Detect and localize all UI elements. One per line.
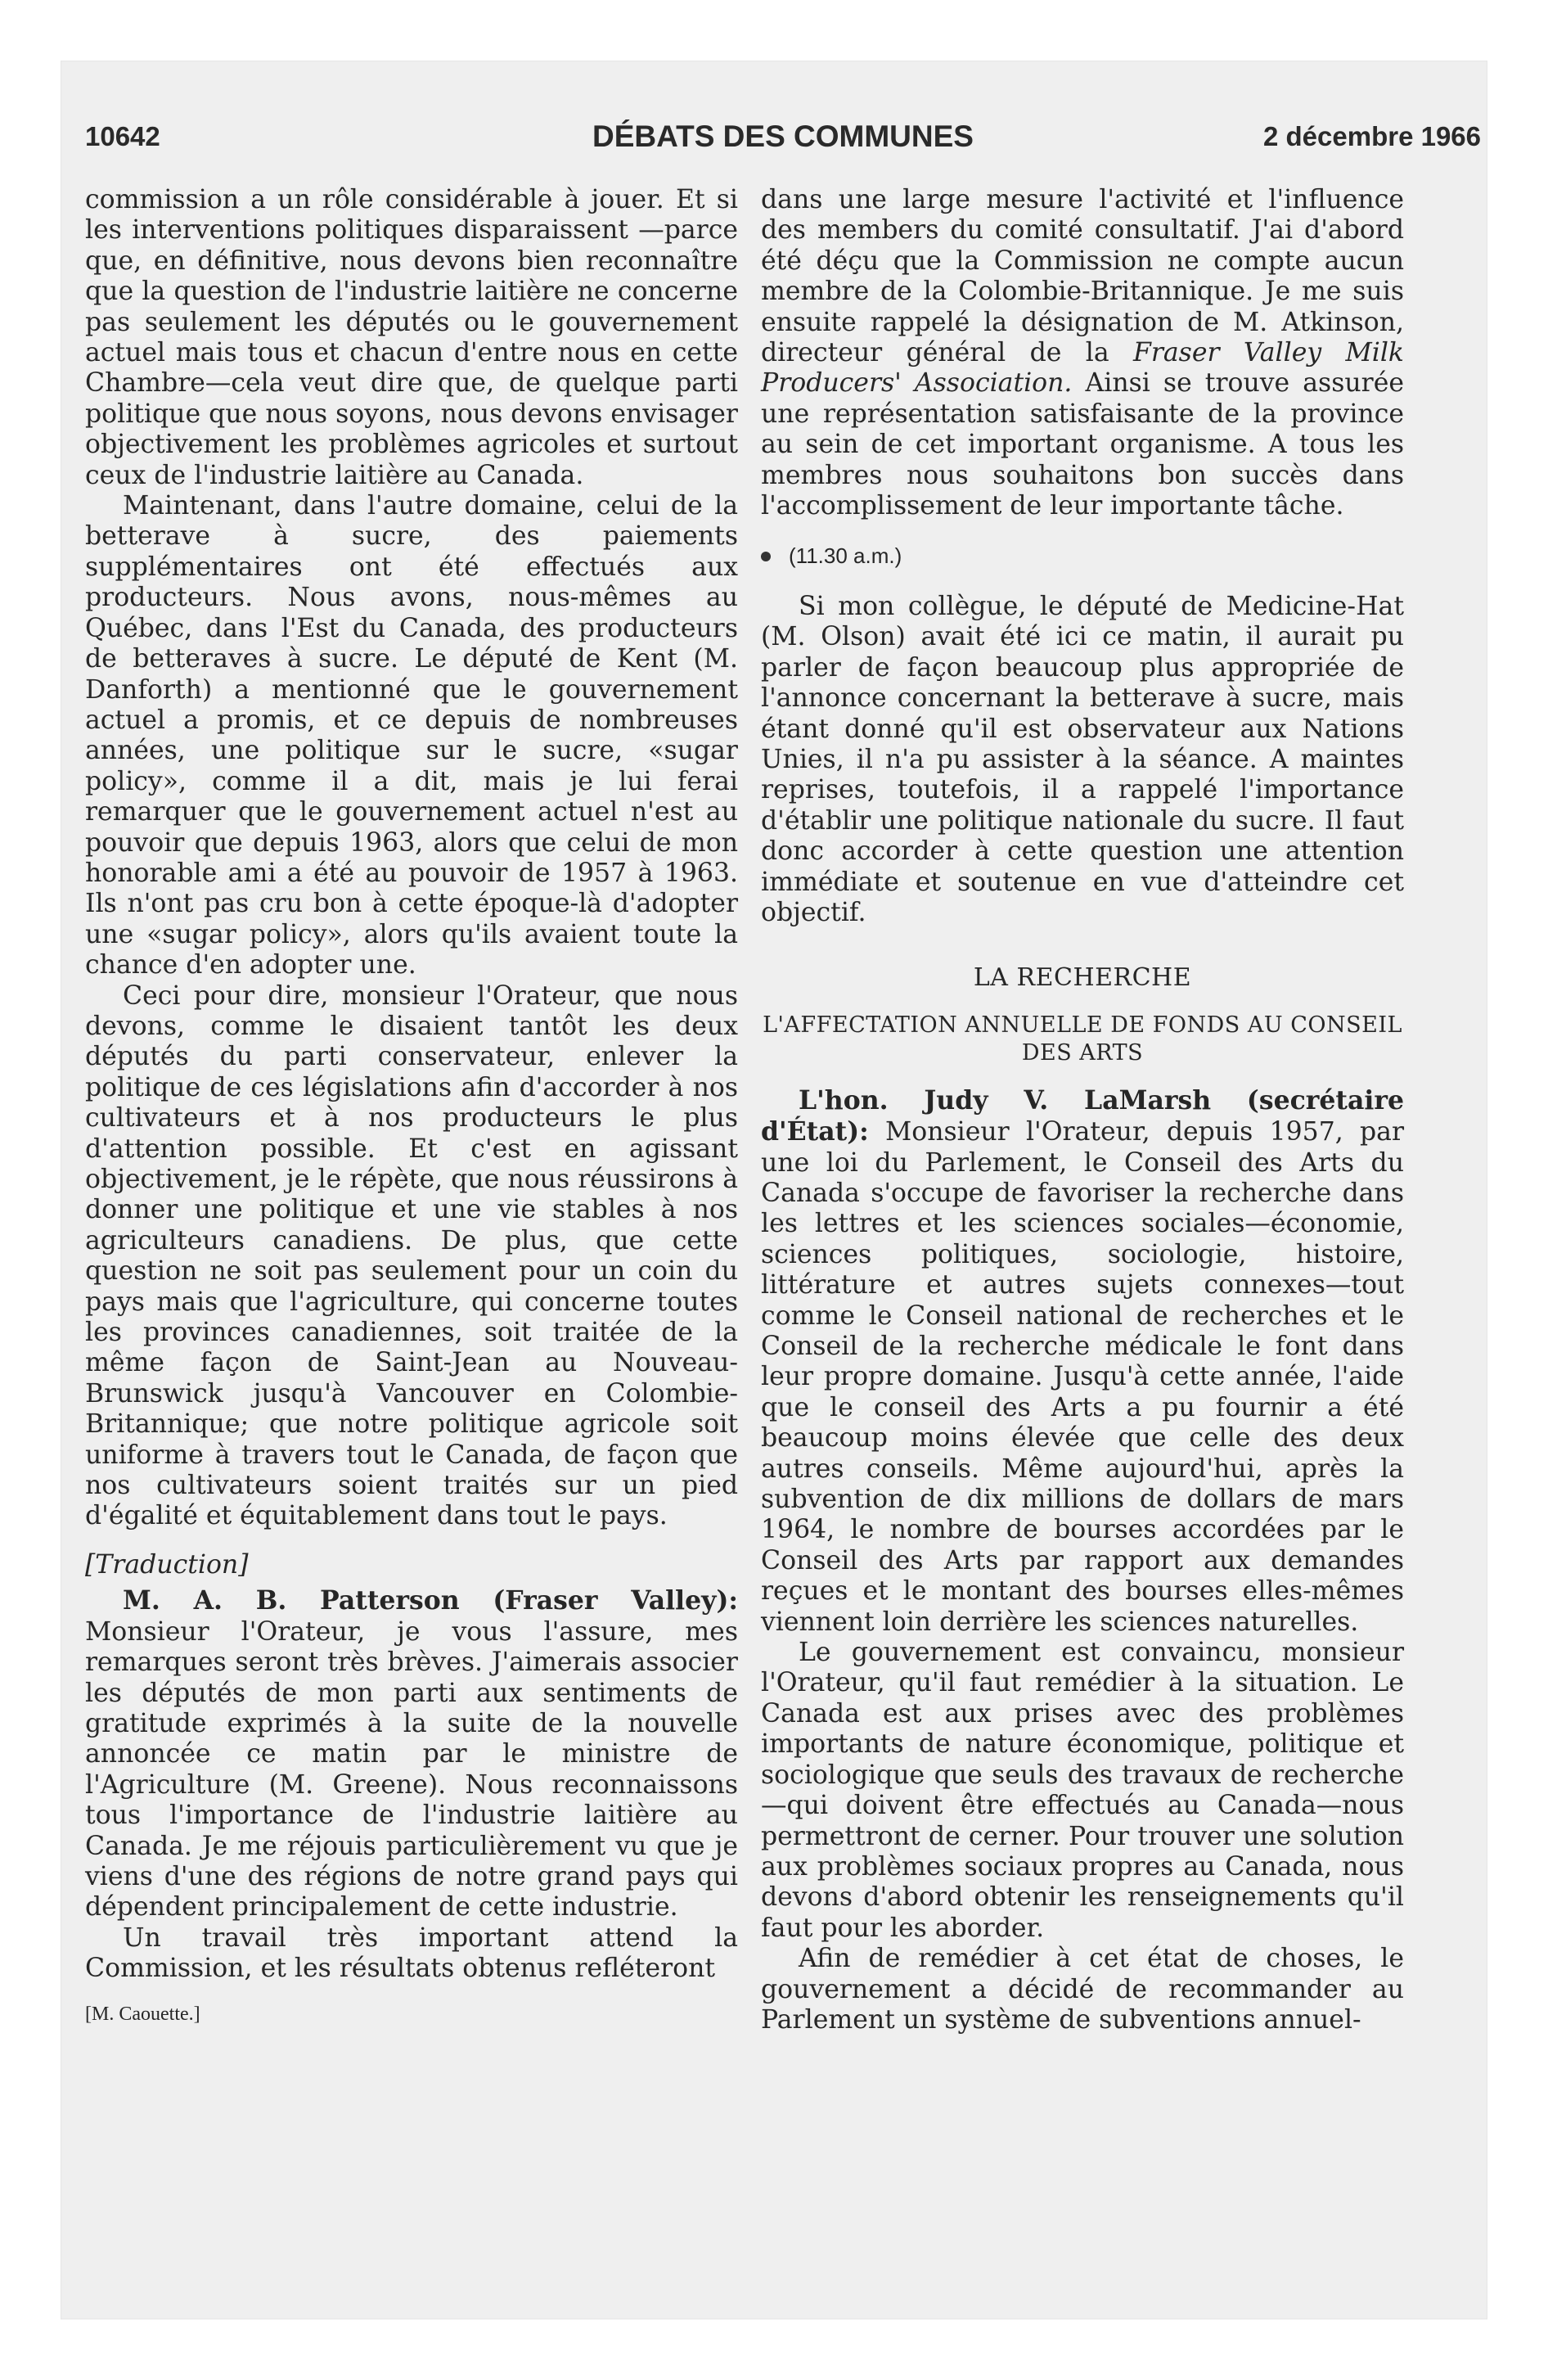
speech-paragraph bbox=[761, 1085, 1404, 1638]
paragraph: Maintenant, dans l'autre domaine, celui de la betterave à sucre, des paiements supplémentaires ont été effectués aux producteurs. Nous avons, nous-mêmes au Québec, dans l'Est du Canada, des producteurs de betteraves à sucre. Le député de Kent (M. Danforth) a mentionné que le gouvernement actuel a promis, et ce depuis de nombreuses années, une politique sur le sucre, «sugar policy», comme il a dit, mais je lui ferai remarquer que le gouvernement actuel n'est au pouvoir que depuis 1963, alors que celui de mon honorable ami a été au pouvoir de 1957 à 1963. Ils n'ont pas cru bon à cette époque-là d'adopter une «sugar policy», alors qu'ils avaient toute la chance d'en adopter une. bbox=[85, 491, 738, 980]
paragraph: Le gouvernement est convaincu, monsieur l'Orateur, qu'il faut remédier à la situation. Le Canada est aux prises avec des problèmes importants de nature économique, politique et sociologique que seuls des travaux de recherche—qui doivent être effectués au Canada—nous permettront de cerner. Pour trouver une solution aux problèmes sociaux propres au Canada, nous devons d'abord obtenir les renseignements qu'il faut pour les aborder. bbox=[761, 1638, 1404, 1943]
speech-paragraph bbox=[85, 1585, 738, 1922]
left-column bbox=[85, 185, 738, 2030]
association-name: Fraser Valley Milk Producers' Association. bbox=[761, 338, 1404, 399]
paragraph bbox=[761, 185, 1404, 521]
speaker-name: L'hon. Judy V. LaMarsh (secrétaire d'État): bbox=[761, 1084, 1404, 1147]
timestamp bbox=[761, 541, 1404, 571]
paragraph: Un travail très important attend la Commission, et les résultats obtenus refléteront bbox=[85, 1922, 738, 1984]
paragraph-text: Ainsi se trouve assurée une représentation satisfaisante de la province au sein de cet important organisme. A tous les membres nous souhaitons bon succès dans l'accomplissement de leur importante tâche. bbox=[761, 368, 1404, 521]
speaker-signature: [M. Caouette.] bbox=[85, 2003, 200, 2025]
paragraph-text: dans une large mesure l'activité et l'influence des members du comité consultatif. J'ai d'abord été déçu que la Commission ne compte aucun membre de la Colombie-Britannique. Je me suis ensuite rappelé la désignation de M. Atkinson, directeur général de la bbox=[761, 185, 1404, 368]
speech-text: Monsieur l'Orateur, depuis 1957, par une loi du Parlement, le Conseil des Arts du Canada s'occupe de favoriser la recherche dans les lettres et les sciences sociales—économie, sciences politiques, sociologie, histoire, littérature et autres sujets connexes—tout comme le Conseil national de recherches et le Conseil de la recherche médicale le font dans leur propre domaine. Jusqu'à cette année, l'aide que le conseil des Arts a pu fournir a été beaucoup moins élevée que celle des deux autres conseils. Même aujourd'hui, après la subvention de dix millions de dollars de mars 1964, le nombre de bourses accordées par le Conseil des Arts par rapport aux demandes reçues et le montant des bourses elles-mêmes viennent loin derrière les sciences naturelles. bbox=[761, 1117, 1405, 1637]
paragraph: Ceci pour dire, monsieur l'Orateur, que nous devons, comme le disaient tantôt les deux députés du parti conservateur, enlever la politique de ces législations afin d'accorder à nos cultivateurs et à nos producteurs le plus d'attention possible. Et c'est en agissant objectivement, je le répète, que nous réussirons à donner une politique et une vie stables à nos agriculteurs canadiens. De plus, que cette question ne soit pas seulement pour un coin du pays mais que l'agriculture, qui concerne toutes les provinces canadiennes, soit traitée de la même façon de Saint-Jean au Nouveau-Brunswick jusqu'à Vancouver en Colombie-Britannique; que notre politique agricole soit uniforme à travers tout le Canada, de façon que nos cultivateurs soient traités sur un pied d'égalité et équitablement dans tout le pays. bbox=[85, 980, 738, 1531]
right-column bbox=[761, 185, 1404, 2035]
bullet-icon bbox=[761, 552, 771, 561]
section-subheading: L'AFFECTATION ANNUELLE DE FONDS AU CONSEIL DES ARTS bbox=[763, 1012, 1402, 1066]
page-number: 10642 bbox=[85, 121, 160, 151]
translation-tag bbox=[85, 1550, 738, 1580]
speaker-name: M. A. B. Patterson (Fraser Valley): bbox=[123, 1585, 738, 1616]
page-header bbox=[85, 121, 1481, 162]
page-date: 2 décembre 1966 bbox=[1262, 121, 1481, 151]
running-title: DÉBATS DES COMMUNES bbox=[592, 119, 974, 153]
speech-text: Monsieur l'Orateur, je vous l'assure, mes remarques seront très brèves. J'aimerais associer les députés de mon parti aux sentiments de gratitude exprimés à la suite de la nouvelle annoncée ce matin par le ministre de l'Agriculture (M. Greene). Nous reconnaissons tous l'importance de l'industrie laitière au Canada. Je me réjouis particulièrement vu que je viens d'une des régions de notre grand pays qui dépendent principalement de cette industrie. bbox=[85, 1616, 738, 1922]
paragraph: Si mon collègue, le député de Medicine-Hat (M. Olson) avait été ici ce matin, il aurait pu parler de façon beaucoup plus appropriée de l'annonce concernant la betterave à sucre, mais étant donné qu'il est observateur aux Nations Unies, il n'a pu assister à la séance. A maintes reprises, toutefois, il a rappelé l'importance d'établir une politique nationale du sucre. Il faut donc accorder à cette question une attention immédiate et soutenue en vue d'atteindre cet objectif. bbox=[761, 591, 1404, 927]
translation-label: [Traduction] bbox=[85, 1549, 249, 1580]
section-heading: LA RECHERCHE bbox=[973, 963, 1192, 993]
paragraph: Afin de remédier à cet état de choses, le gouvernement a décidé de recommander au Parlement un système de subventions annuel- bbox=[761, 1944, 1404, 2035]
timestamp-text: (11.30 a.m.) bbox=[789, 543, 902, 569]
paragraph: commission a un rôle considérable à jouer. Et si les interventions politiques disparaissent —parce que, en définitive, nous devons bien reconnaître que la question de l'industrie laitière ne concerne pas seulement les députés ou le gouvernement actuel mais tous et chacun d'entre nous en cette Chambre—cela veut dire que, de quelque parti politique que nous soyons, nous devons envisager objectivement les problèmes agricoles et surtout ceux de l'industrie laitière au Canada. bbox=[85, 185, 738, 490]
